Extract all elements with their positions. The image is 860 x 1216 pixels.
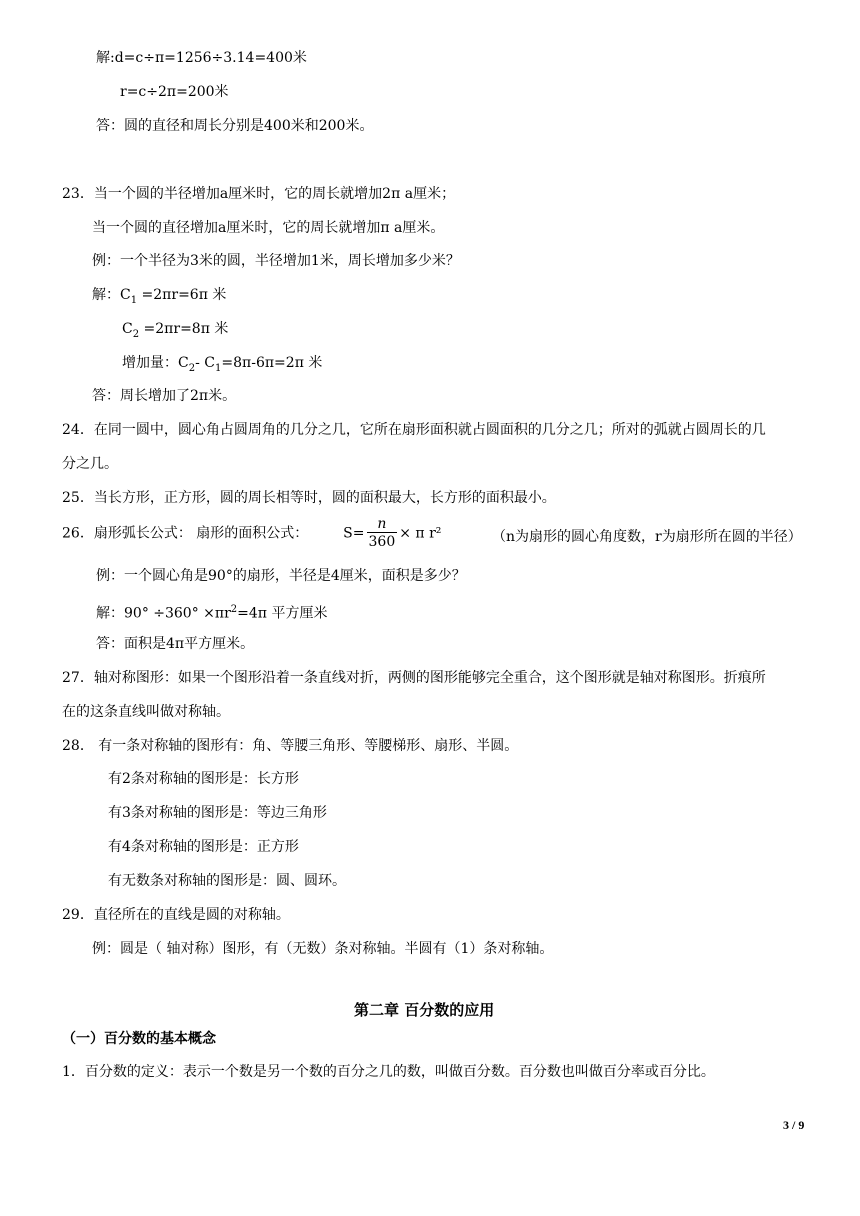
item-26-example: 例：一个圆心角是90°的扇形，半径是4厘米，面积是多少？ [96, 568, 466, 584]
item-26-formula-line: 26．扇形弧长公式： 扇形的面积公式： S= $\frac{n}{360}$ × π r² [62, 516, 442, 550]
item-28-line-4: 有4条对称轴的图形是：正方形 [108, 839, 299, 855]
section-subtitle: （一）百分数的基本概念 [62, 1031, 216, 1047]
item-27-line-2: 在的这条直线叫做对称轴。 [62, 704, 230, 720]
item-28-line-3: 有3条对称轴的图形是：等边三角形 [108, 805, 327, 821]
page-number: 3 / 9 [783, 1118, 805, 1132]
item-23-line-1: 23．当一个圆的半径增加a厘米时，它的周长就增加2π a厘米； [62, 186, 456, 202]
item-23-line-2: 当一个圆的直径增加a厘米时，它的周长就增加π a厘米。 [92, 220, 445, 236]
item-27-line-1: 27．轴对称图形：如果一个图形沿着一条直线对折，两侧的图形能够完全重合，这个图形就是轴对称图形。折痕所 [62, 670, 766, 686]
chapter-title: 第二章 百分数的应用 [354, 1001, 495, 1019]
item-23-solution-2: $C_2 =2\pi r=8\pi$ 米 [122, 321, 229, 340]
item-28-line-1: 28． 有一条对称轴的图形有：角、等腰三角形、等腰梯形、扇形、半圆。 [62, 738, 519, 754]
definition-paragraph: 1．百分数的定义：表示一个数是另一个数的百分之几的数，叫做百分数。百分数也叫做百分率或百分比。 [62, 1064, 715, 1080]
item-26-note: （n为扇形的圆心角度数，r为扇形所在圆的半径） [492, 529, 802, 545]
item-23-solution-3: 增加量：$C_2-$ $C_1=8\pi-6\pi=2\pi$ 米 [122, 355, 323, 374]
item-28-line-5: 有无数条对称轴的图形是：圆、圆环。 [108, 873, 346, 889]
item-23-answer: 答：周长增加了2π米。 [92, 388, 237, 404]
solution-line-2: r=c÷2π=200米 [120, 84, 229, 100]
item-24-line-1: 24．在同一圆中，圆心角占圆周角的几分之几，它所在扇形面积就占圆面积的几分之几；所对的弧就占圆周长的几 [62, 422, 766, 438]
item-26-solution: 解：$90^\circ \div 360^\circ \times\pi r^2=4\pi$ 平方厘米 [96, 604, 328, 622]
solution-line-1: 解:d=c÷π=1256÷3.14=400米 [96, 50, 307, 66]
answer-line: 答：圆的直径和周长分别是400米和200米。 [96, 118, 374, 134]
item-24-line-2: 分之几。 [62, 456, 118, 472]
item-26-answer: 答：面积是4π平方厘米。 [96, 636, 255, 652]
item-28-line-2: 有2条对称轴的图形是：长方形 [108, 771, 299, 787]
item-23-example: 例：一个半径为3米的圆，半径增加1米，周长增加多少米？ [92, 253, 460, 269]
item-25-line-1: 25．当长方形，正方形，圆的周长相等时，圆的面积最大，长方形的面积最小。 [62, 490, 556, 506]
fraction: $\frac{n}{360}$ [368, 516, 396, 550]
item-23-solution-1: 解：$C_1 =2\pi r=6\pi$ 米 [92, 287, 227, 306]
item-29-example: 例：圆是（ 轴对称）图形，有（无数）条对称轴。半圆有（1）条对称轴。 [92, 941, 554, 957]
item-29-line-1: 29．直径所在的直线是圆的对称轴。 [62, 907, 290, 923]
